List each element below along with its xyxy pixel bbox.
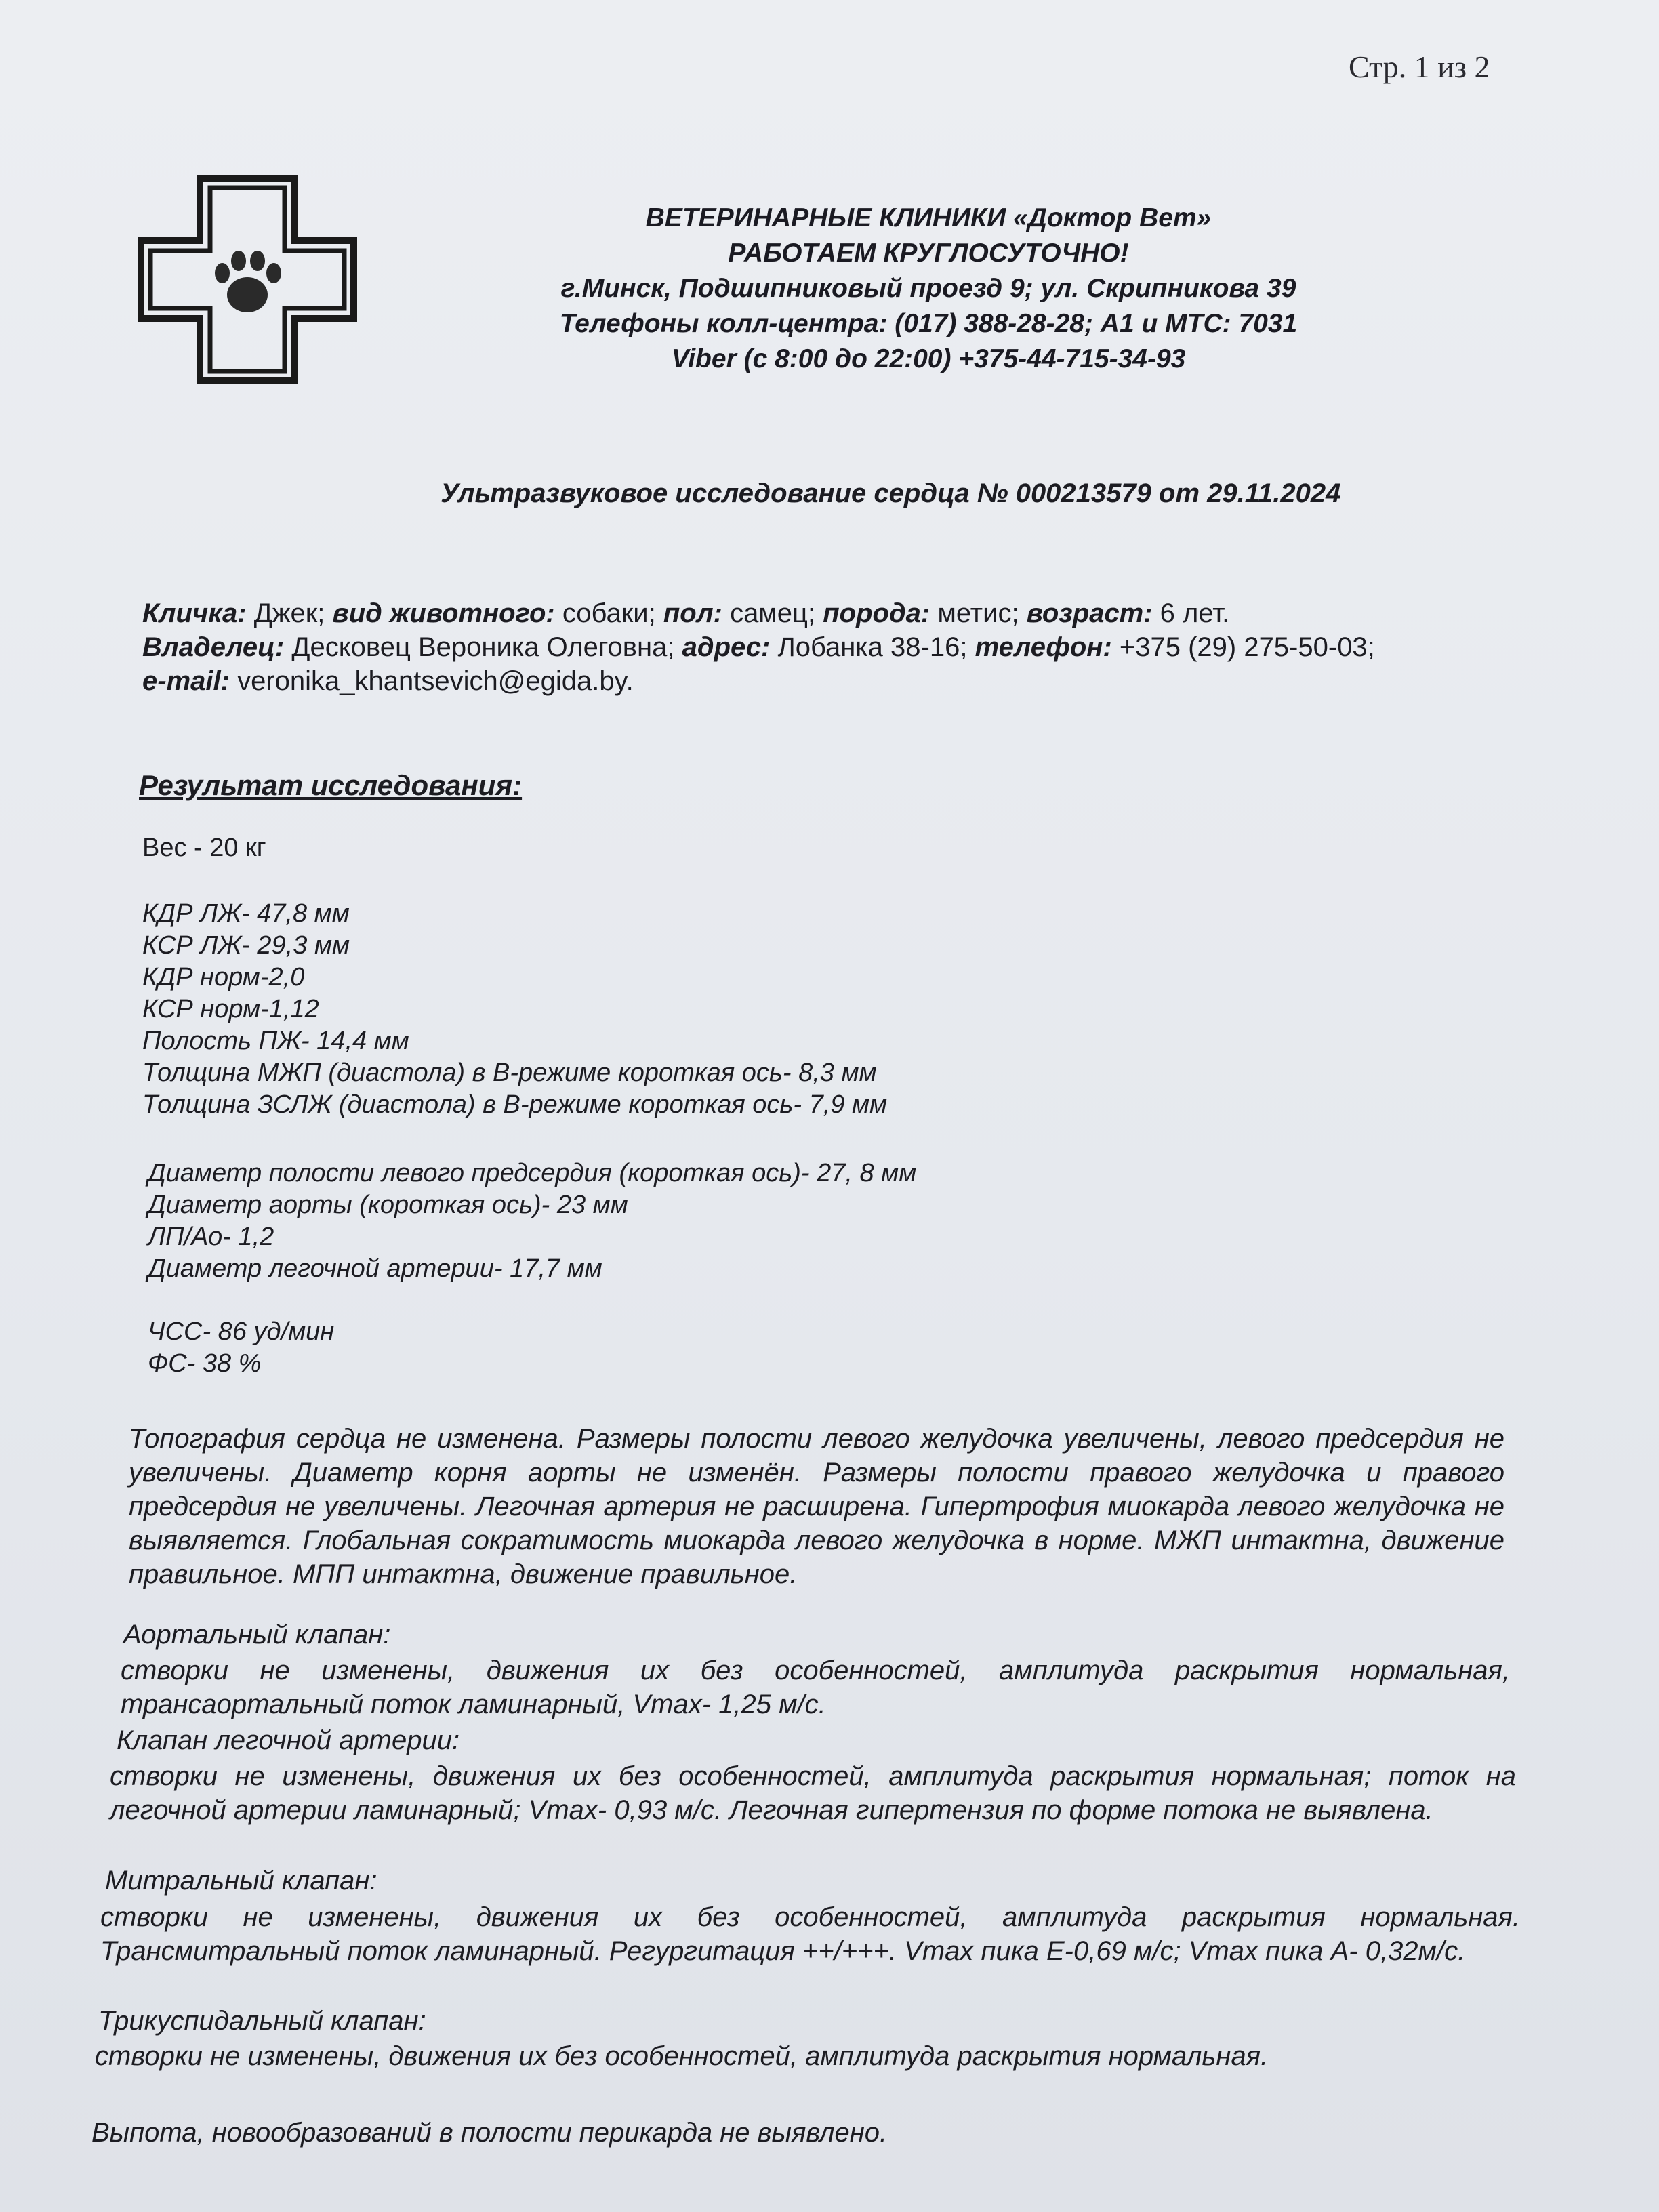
measurements-group-3 [148, 1316, 1232, 1380]
pericardium-conclusion: Выпота, новообразований в полости перикарда не выявлено. [91, 2118, 888, 2148]
measurement-line: Полость ПЖ- 14,4 мм [142, 1027, 409, 1055]
document-title: Ультразвуковое исследование сердца № 000213579 от 29.11.2024 [441, 478, 1341, 508]
patient-line-1 [142, 596, 1532, 630]
patient-line-3 [142, 664, 1532, 698]
address-value: Лобанка 38-16; [777, 632, 968, 662]
patient-info [142, 596, 1532, 698]
topography-paragraph: Топография сердца не изменена. Размеры полости левого желудочка увеличены, левого предсердия не увеличены. Диаметр корня аорты не изменён. Размеры полости правого желудочка и правого предсердия не увеличены. Легочная артерия не расширена. Гипертрофия миокарда левого желудочка не выявляется. Глобальная сократимость миокарда левого желудочка в норме. МЖП интактна, движение правильное. МПП интактна, движение правильное. [129, 1424, 1504, 1589]
measurement-line: Толщина ЗСЛЖ (диастола) в В-режиме короткая ось- 7,9 мм [142, 1090, 888, 1119]
address-label: адрес: [682, 632, 771, 662]
clinic-hours: РАБОТАЕМ КРУГЛОСУТОЧНО! [728, 239, 1129, 268]
species-label: вид животного: [332, 598, 555, 628]
owner-label: Владелец: [142, 632, 285, 662]
aortic-valve-text: створки не изменены, движения их без особенностей, амплитуда раскрытия нормальная, трансаортальный поток ламинарный, Vmax- 1,25 м/с. [121, 1656, 1510, 1719]
nickname-label: Кличка: [142, 598, 247, 628]
measurement-line: КСР норм-1,12 [142, 995, 319, 1023]
clinic-address: г.Минск, Подшипниковый проезд 9; ул. Скрипникова 39 [560, 274, 1296, 303]
measurement-line: КСР ЛЖ- 29,3 мм [142, 931, 350, 960]
breed-label: порода: [823, 598, 930, 628]
measurement-line: КДР ЛЖ- 47,8 мм [142, 899, 350, 928]
measurement-line: ФС- 38 % [148, 1349, 262, 1378]
measurement-line: Толщина МЖП (диастола) в В-режиме короткая ось- 8,3 мм [142, 1059, 877, 1087]
sex-value: самец; [730, 598, 816, 628]
clinic-logo-cross-paw-icon [136, 173, 359, 386]
results-heading: Результат исследования: [139, 769, 523, 801]
species-value: собаки; [562, 598, 656, 628]
age-value: 6 лет. [1160, 598, 1230, 628]
clinic-viber: Viber (с 8:00 до 22:00) +375-44-715-34-93 [671, 344, 1186, 373]
aortic-valve-label: Аортальный клапан: [123, 1620, 391, 1650]
page-number: Стр. 1 из 2 [1349, 49, 1490, 84]
tricuspid-valve-text: створки не изменены, движения их без особенностей, амплитуда раскрытия нормальная. [95, 2041, 1269, 2071]
patient-line-2 [142, 630, 1532, 664]
sex-label: пол: [663, 598, 722, 628]
clinic-phones: Телефоны колл-центра: (017) 388-28-28; А1 и МТС: 7031 [559, 309, 1298, 338]
measurement-line: Диаметр аорты (короткая ось)- 23 мм [148, 1191, 628, 1219]
pulmonary-valve-text: створки не изменены, движения их без особенностей, амплитуда раскрытия нормальная; поток на легочной артерии ламинарный; Vmax- 0,93 м/с. Легочная гипертензия по форме потока не выявлена. [110, 1761, 1516, 1825]
weight-value: Вес - 20 кг [142, 834, 266, 862]
clinic-header [488, 201, 1369, 377]
measurement-line: Диаметр полости левого предсердия (короткая ось)- 27, 8 мм [148, 1159, 917, 1187]
measurement-line: КДР норм-2,0 [142, 963, 305, 991]
measurements-group-2 [148, 1158, 1232, 1285]
mitral-valve-label: Митральный клапан: [105, 1866, 377, 1896]
nickname-value: Джек; [253, 598, 325, 628]
pulmonary-valve-label: Клапан легочной артерии: [117, 1725, 460, 1755]
phone-label: телефон: [975, 632, 1112, 662]
measurement-line: Диаметр легочной артерии- 17,7 мм [148, 1254, 602, 1283]
measurement-line: ЛП/Ао- 1,2 [148, 1223, 274, 1251]
tricuspid-valve-label: Трикуспидальный клапан: [98, 2006, 426, 2036]
owner-value: Десковец Вероника Олеговна; [291, 632, 675, 662]
email-label: e-mail: [142, 666, 230, 696]
clinic-name: ВЕТЕРИНАРНЫЕ КЛИНИКИ «Доктор Вет» [645, 203, 1212, 232]
phone-value: +375 (29) 275-50-03; [1119, 632, 1375, 662]
age-label: возраст: [1026, 598, 1153, 628]
measurement-line: ЧСС- 86 уд/мин [148, 1317, 335, 1346]
mitral-valve-text: створки не изменены, движения их без особенностей, амплитуда раскрытия нормальная. Трансмитральный поток ламинарный. Регургитация ++/+++. Vmax пика Е-0,69 м/с; Vmax пика А- 0,32м/с. [100, 1902, 1520, 1966]
breed-value: метис; [937, 598, 1019, 628]
weight-line [142, 832, 1227, 864]
email-value: veronika_khantsevich@egida.by. [237, 666, 634, 696]
measurements-group-1 [142, 898, 1227, 1121]
